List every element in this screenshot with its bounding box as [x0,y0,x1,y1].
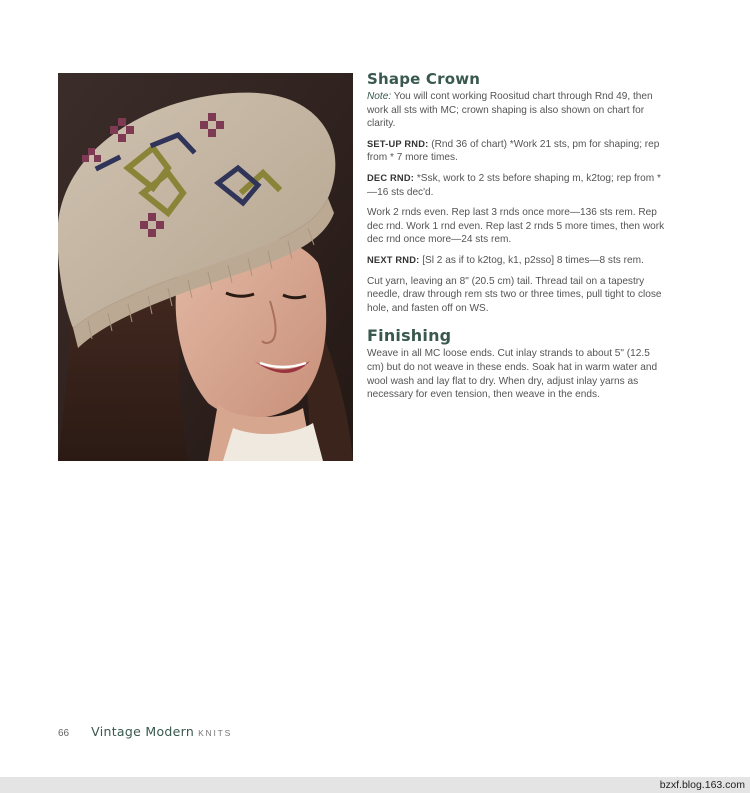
dec-round-text: *Ssk, work to 2 sts before shaping m, k2tog; rep from *—16 sts dec'd. [367,172,661,198]
next-round-text: [Sl 2 as if to k2tog, k1, p2sso] 8 times—8 sts rem. [419,254,644,266]
book-title: Vintage Modern [91,724,195,739]
setup-round-paragraph [367,138,667,165]
note-label: Note: [367,91,392,102]
bottom-bar [0,777,750,793]
shape-crown-heading: Shape Crown [367,70,481,88]
cut-yarn-paragraph: Cut yarn, leaving an 8" (20.5 cm) tail. Thread tail on a tapestry needle, draw through rem sts two or three times, pull tight to close hole, and fasten off on WS. [367,275,662,314]
next-round-paragraph [367,254,667,268]
dec-round-paragraph [367,172,667,199]
finishing-paragraph: Weave in all MC loose ends. Cut inlay strands to about 5" (12.5 cm) but do not weave in these ends. Soak hat in warm water and wool wash and lay flat to dry. When dry, adjust inlay yarns as necessary for even tension, then weave in the ends. [367,348,658,401]
setup-round-label: SET-UP RND: [367,138,429,149]
work-rounds-paragraph: Work 2 rnds even. Rep last 3 rnds once more—136 sts rem. Rep dec rnd. Work 1 rnd even. Rep last 2 rnds 5 more times, then work dec rnd once more—24 sts rem. [367,207,665,246]
finishing-heading: Finishing [367,326,452,346]
watermark-text: bzxf.blog.163.com [659,779,745,791]
setup-round-text: (Rnd 36 of chart) *Work 21 sts, pm for shaping; rep from * 7 more times. [367,138,660,164]
hat-photo [58,73,353,461]
page-number: 66 [58,728,70,739]
note-paragraph [367,90,667,131]
next-round-label: NEXT RND: [367,254,420,265]
instructions-column [367,70,667,409]
dec-round-label: DEC RND: [367,172,415,183]
page-footer [58,724,232,740]
note-text: You will cont working Roositud chart through Rnd 49, then work all sts with MC; crown shaping is also shown on chart for clarity. [367,91,653,130]
book-subtitle: KNITS [198,728,233,738]
